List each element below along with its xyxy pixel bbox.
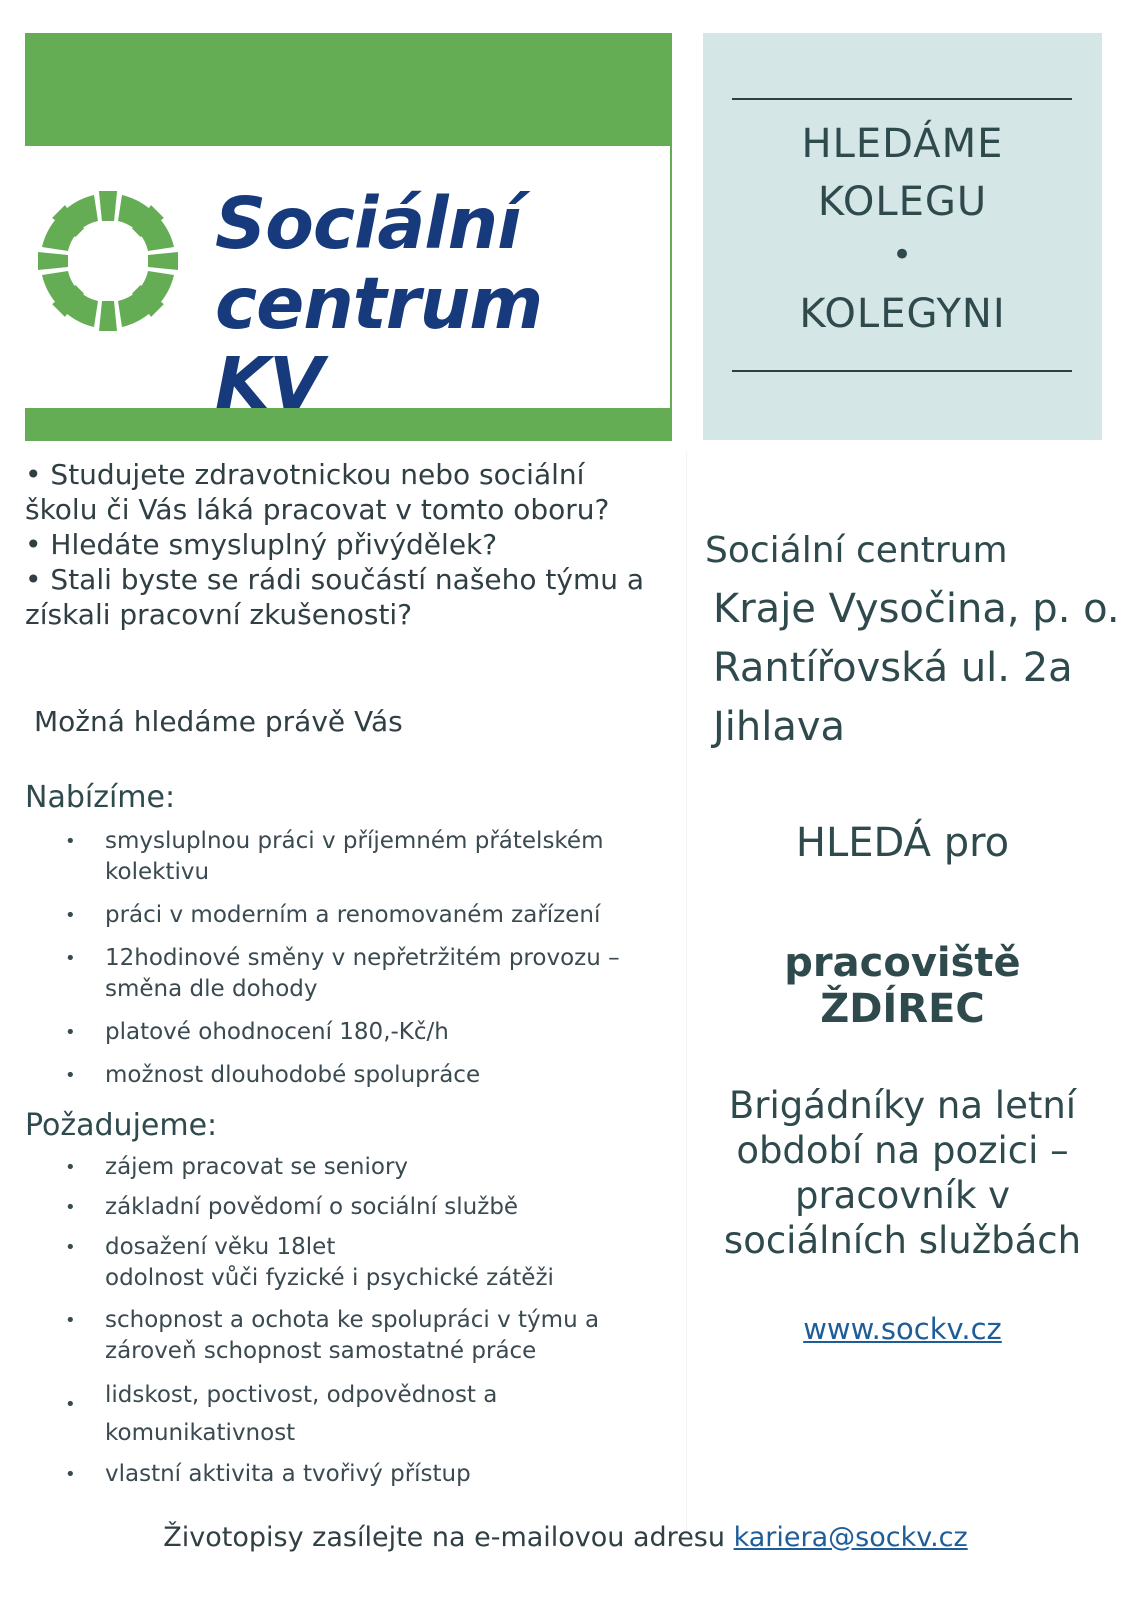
organization-address bbox=[705, 521, 1120, 757]
org-line-3: Rantířovská ul. 2a bbox=[713, 645, 1073, 691]
panel-line-kolegu: KOLEGU bbox=[817, 179, 988, 225]
panel-bottom-rule bbox=[732, 370, 1072, 372]
list-item: • smysluplnou práci v příjemném přátelském kolektivu bbox=[65, 828, 604, 885]
list-item: • práci v moderním a renomovaném zařízení bbox=[65, 902, 601, 928]
panel-line-kolegyni: KOLEGYNI bbox=[799, 291, 1006, 337]
offer-list bbox=[25, 826, 665, 1091]
panel-separator: • bbox=[891, 235, 914, 275]
website-link[interactable]: www.sockv.cz bbox=[803, 1312, 1002, 1346]
offer-heading: Nabízíme: bbox=[25, 780, 176, 815]
maybe-text: Možná hledáme právě Vás bbox=[34, 705, 403, 738]
list-item: • dosažení věku 18let bbox=[65, 1234, 336, 1260]
logo-line-2: centrum KV bbox=[215, 262, 543, 425]
intro-question-3: • Stali byste se rádi součástí našeho týmu a získali pracovní zkušenosti? bbox=[25, 563, 645, 631]
position-line-4: sociálních službách bbox=[723, 1219, 1082, 1262]
logo-white-area bbox=[25, 146, 670, 425]
list-item: • vlastní aktivita a tvořivý přístup bbox=[65, 1461, 471, 1487]
position-line-3: pracovník v bbox=[794, 1174, 1011, 1217]
list-item: • lidskost, poctivost, odpovědnost a komunikativnost bbox=[65, 1382, 498, 1446]
intro-questions bbox=[25, 457, 645, 632]
list-item: odolnost vůči fyzické i psychické zátěži bbox=[105, 1265, 554, 1291]
hledame-panel bbox=[703, 33, 1102, 440]
position-line-2: období na pozici – bbox=[736, 1129, 1069, 1172]
list-item: • 12hodinové směny v nepřetržitém provozu – směna dle dohody bbox=[65, 945, 620, 1002]
column-divider bbox=[686, 452, 687, 1532]
list-item: • zájem pracovat se seniory bbox=[65, 1154, 409, 1180]
list-item: • základní povědomí o sociální službě bbox=[65, 1194, 519, 1220]
org-line-1: Sociální centrum bbox=[705, 530, 1008, 571]
intro-question-2: • Hledáte smysluplný přivýdělek? bbox=[25, 528, 498, 561]
workplace-title: pracoviště ŽDÍREC bbox=[784, 940, 1021, 1032]
panel-top-rule bbox=[732, 98, 1072, 100]
org-line-2: Kraje Vysočina, p. o. bbox=[713, 586, 1120, 632]
logo-line-1: Sociální bbox=[215, 182, 521, 265]
email-link[interactable]: kariera@sockv.cz bbox=[733, 1522, 968, 1553]
website-link-wrap bbox=[703, 1312, 1102, 1346]
require-list bbox=[25, 1152, 665, 1490]
org-line-4: Jihlava bbox=[713, 704, 846, 750]
position-description bbox=[703, 1083, 1102, 1263]
position-line-1: Brigádníky na letní bbox=[728, 1084, 1077, 1127]
footer-text: Životopisy zasílejte na e-mailovou adresu bbox=[163, 1522, 734, 1553]
require-heading: Požadujeme: bbox=[25, 1108, 218, 1143]
panel-line-hledame: HLEDÁME bbox=[801, 121, 1004, 167]
list-item: • možnost dlouhodobé spolupráce bbox=[65, 1062, 481, 1088]
intro-question-1: • Studujete zdravotnickou nebo sociální školu či Vás láká pracovat v tomto oboru? bbox=[25, 458, 610, 526]
hleda-pro: HLEDÁ pro bbox=[795, 820, 1010, 866]
logo-banner bbox=[25, 33, 672, 441]
list-item: • platové ohodnocení 180,-Kč/h bbox=[65, 1019, 449, 1045]
list-item: • schopnost a ochota ke spolupráci v týmu a zároveň schopnost samostatné práce bbox=[65, 1307, 600, 1364]
logo-wordmark bbox=[215, 184, 670, 424]
sun-ring-logo-icon bbox=[33, 186, 183, 336]
footer bbox=[0, 1522, 1131, 1553]
